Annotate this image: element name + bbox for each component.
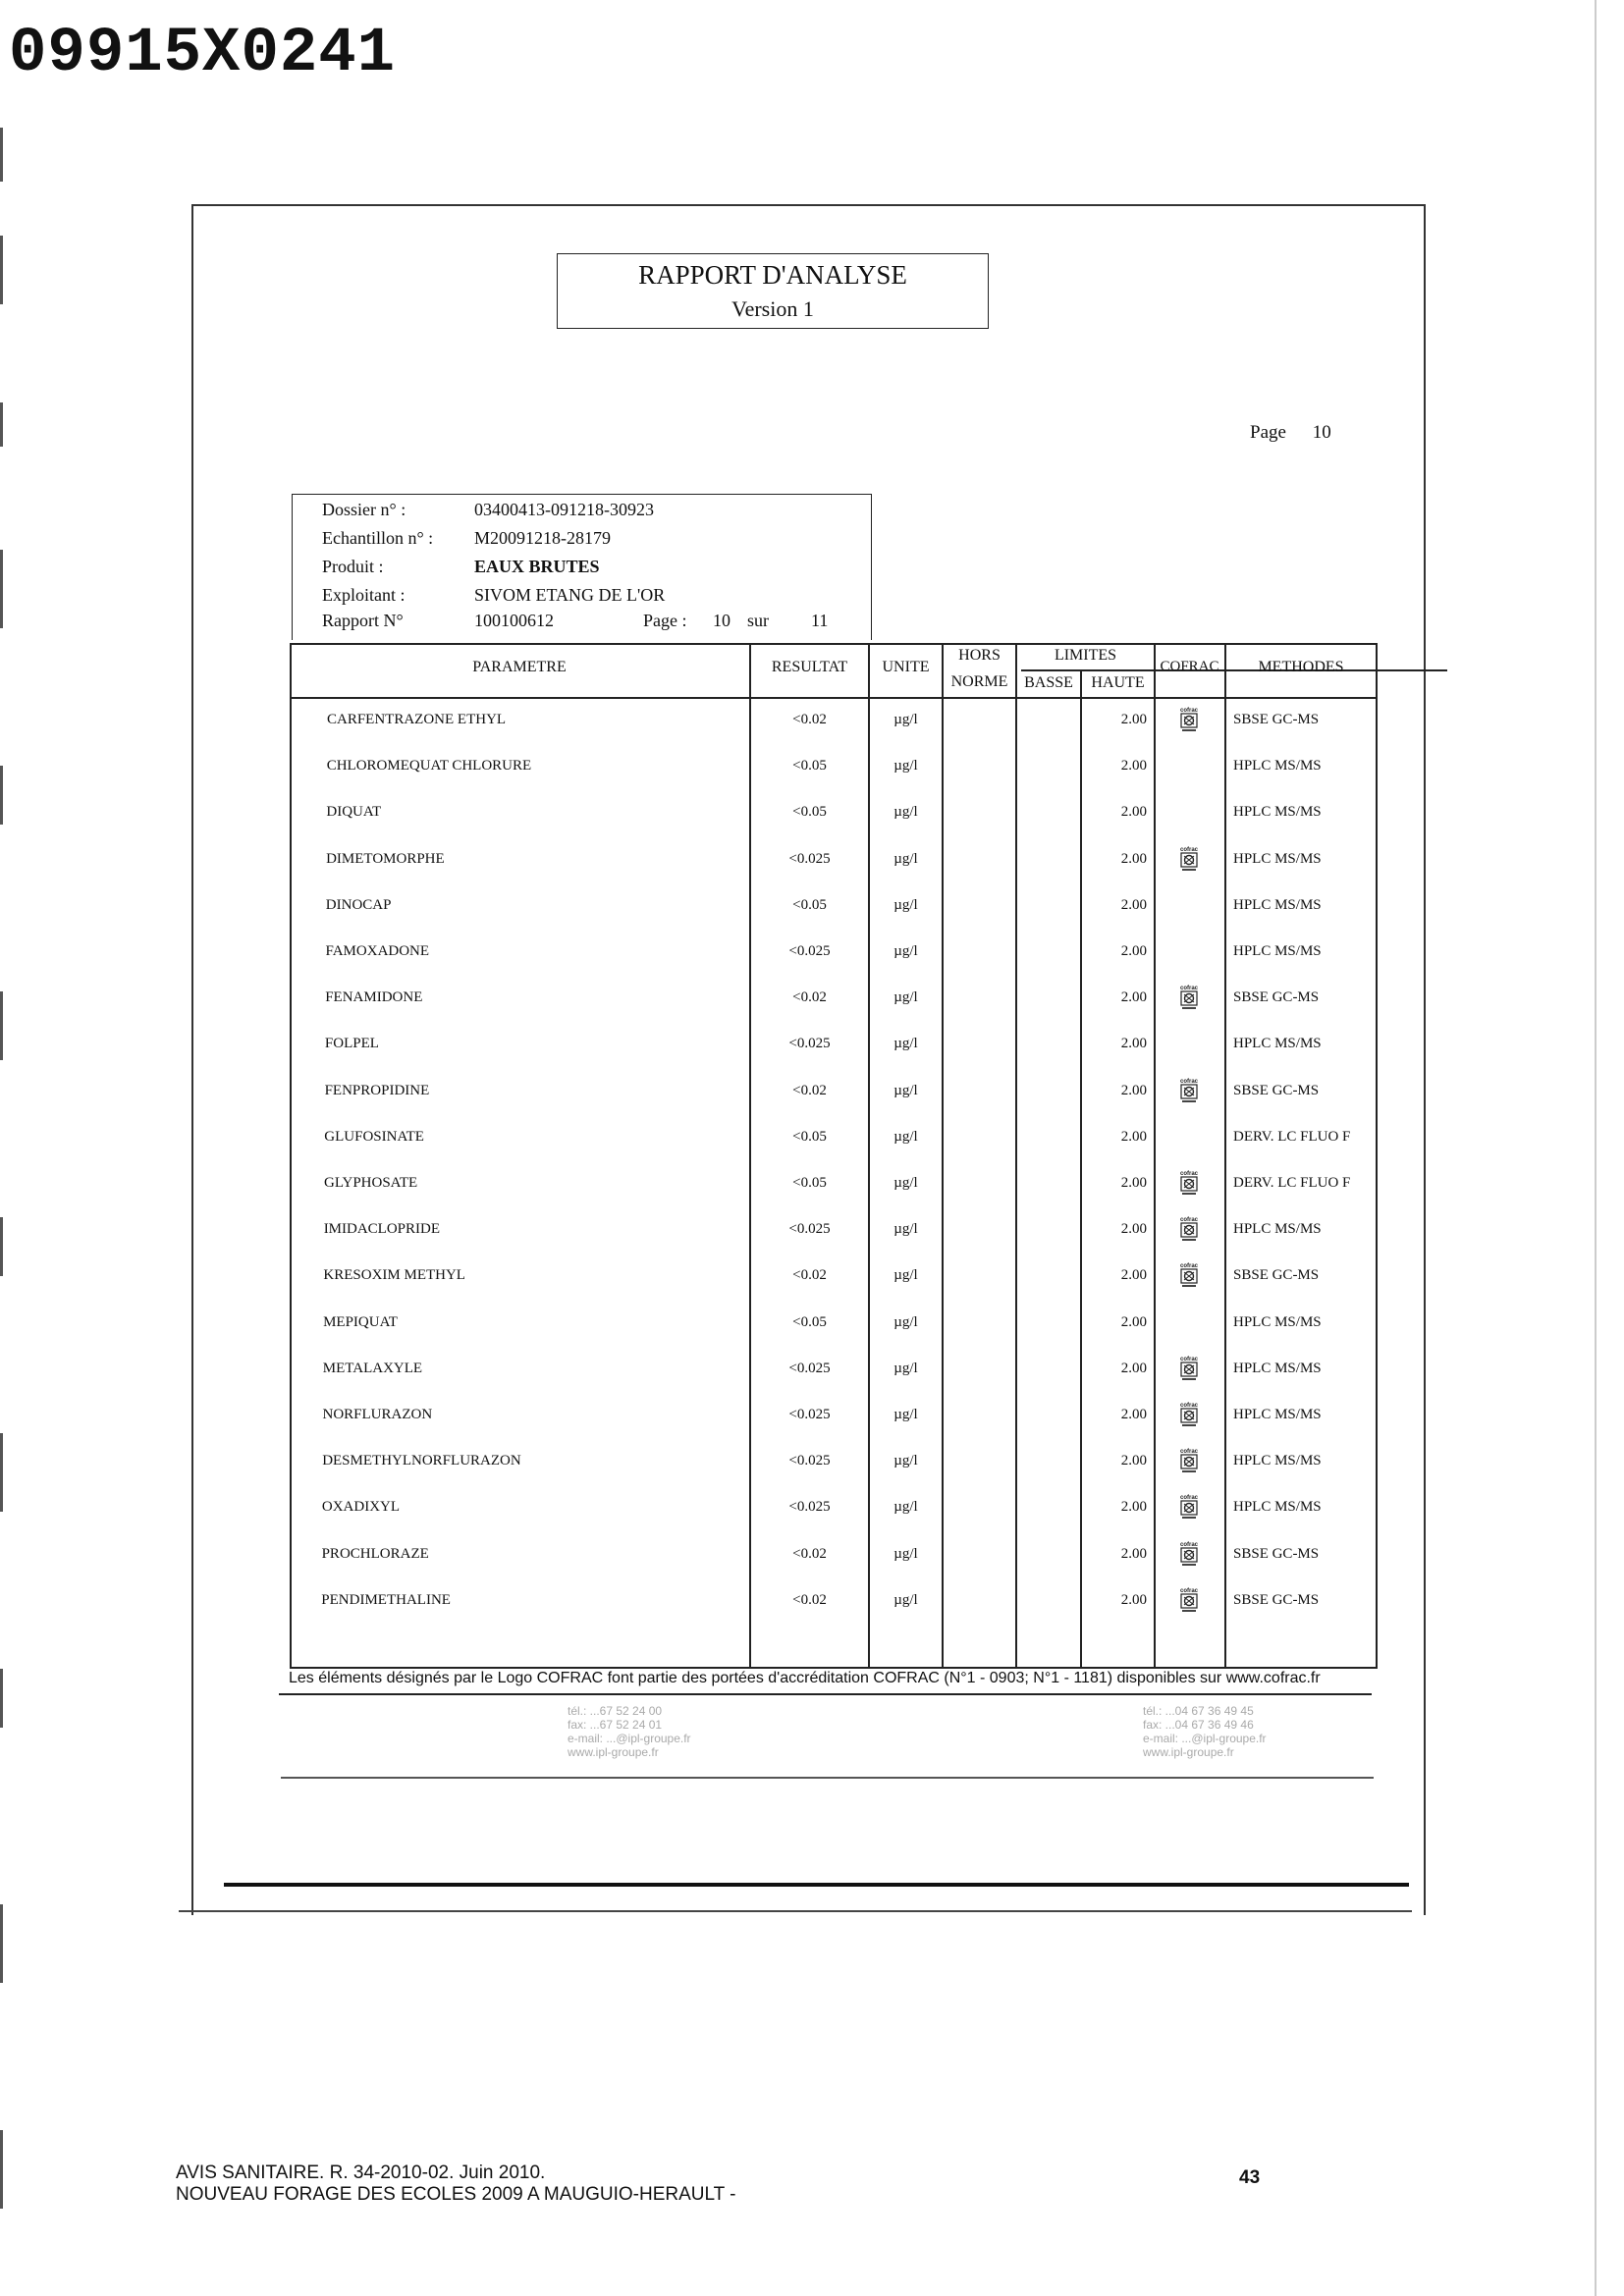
row-haute: 2.00 [1120,1175,1147,1191]
row-resultat: <0.05 [792,804,827,820]
echantillon-label: Echantillon n° : [322,528,434,548]
info-sur-value: 11 [811,611,829,630]
row-haute: 2.00 [1120,1314,1147,1330]
row-resultat: <0.05 [792,897,827,913]
svg-text:cofrac: cofrac [1179,1403,1199,1409]
cofrac-logo-icon [1178,1215,1200,1243]
row-unite: µg/l [893,943,918,959]
echantillon-value: M20091218-28179 [474,528,611,548]
row-resultat: <0.05 [792,1175,827,1191]
row-resultat: <0.025 [788,1361,831,1376]
contact-email: e-mail: ...@ipl-groupe.fr [568,1732,691,1745]
row-unite: µg/l [893,712,918,727]
page-number: 10 [1312,422,1331,443]
contact-block-2 [1143,1704,1267,1759]
row-haute: 2.00 [1120,943,1147,959]
row-haute: 2.00 [1120,804,1147,820]
note-divider [279,1693,1372,1695]
scan-edge-mark [0,1217,3,1276]
svg-text:cofrac: cofrac [1179,847,1199,853]
row-haute: 2.00 [1120,1592,1147,1608]
header-haute: HAUTE [1091,674,1145,691]
row-haute: 2.00 [1120,1546,1147,1562]
info-sur-label: sur [747,611,769,630]
row-unite: µg/l [893,1175,918,1191]
row-methode: DERV. LC FLUO F [1233,1175,1351,1191]
row-unite: µg/l [893,1314,918,1330]
row-methode: HPLC MS/MS [1233,1499,1322,1515]
row-resultat: <0.025 [788,1407,831,1422]
contact-phone: tél.: ...67 52 24 00 [568,1704,663,1718]
row-methode: HPLC MS/MS [1233,1407,1322,1422]
row-unite: µg/l [893,1592,918,1608]
row-resultat: <0.05 [792,1314,827,1330]
row-unite: µg/l [893,1083,918,1098]
info-page-label: Page : [643,611,687,630]
row-unite: µg/l [893,1546,918,1562]
col-border [1015,643,1017,1668]
title-box [557,253,989,329]
row-methode: SBSE GC-MS [1233,1267,1320,1283]
row-methode: HPLC MS/MS [1233,1036,1322,1051]
row-parametre: DINOCAP [325,897,392,913]
row-methode: SBSE GC-MS [1233,1546,1320,1562]
row-resultat: <0.025 [788,1499,831,1515]
row-resultat: <0.025 [788,1453,831,1468]
cofrac-logo-icon [1178,984,1200,1011]
header-basse: BASSE [1024,674,1073,691]
row-haute: 2.00 [1120,1221,1147,1237]
footer-page-number: 43 [1239,2167,1261,2188]
produit-value: EAUX BRUTES [474,557,600,576]
cofrac-logo-icon [1178,1261,1200,1289]
col-border [942,643,944,1668]
row-methode: HPLC MS/MS [1233,943,1322,959]
col-border [1376,643,1378,1668]
contact-email: e-mail: ...@ipl-groupe.fr [1143,1732,1267,1745]
header-parametre: PARAMETRE [472,659,567,675]
cofrac-accreditation-note: Les éléments désignés par le Logo COFRAC font partie des portées d'accréditation COFRAC (N°1 - 0903; N°1 - 1181) disponibles sur www.cofrac.fr [289,1670,1321,1686]
row-parametre: NORFLURAZON [322,1407,433,1422]
header-resultat: RESULTAT [771,659,848,675]
cofrac-logo-icon [1178,1540,1200,1568]
row-resultat: <0.02 [792,1546,827,1562]
row-resultat: <0.02 [792,712,827,727]
scan-edge-mark [0,402,3,447]
row-methode: HPLC MS/MS [1233,758,1322,774]
dossier-value: 03400413-091218-30923 [474,500,654,519]
row-parametre: DIMETOMORPHE [326,851,445,867]
cofrac-logo-icon [1178,1401,1200,1428]
row-methode: HPLC MS/MS [1233,1453,1322,1468]
contact-website: www.ipl-groupe.fr [1143,1745,1234,1759]
scan-edge-mark [0,550,3,628]
frame-bottom-line [179,1910,1412,1912]
svg-text:cofrac: cofrac [1179,1217,1199,1223]
row-parametre: FAMOXADONE [325,943,430,959]
cofrac-logo-icon [1178,1077,1200,1104]
contact-block-1 [568,1704,691,1759]
row-haute: 2.00 [1120,989,1147,1005]
row-methode: HPLC MS/MS [1233,1221,1322,1237]
row-parametre: FENPROPIDINE [324,1083,430,1098]
row-parametre: FENAMIDONE [325,989,423,1005]
cofrac-logo-icon [1178,1447,1200,1474]
cofrac-logo-icon [1178,706,1200,733]
page-label: Page [1250,422,1286,443]
row-haute: 2.00 [1120,1129,1147,1145]
scan-edge-mark [0,766,3,825]
scan-edge-mark [0,1904,3,1983]
produit-label: Produit : [322,557,384,576]
row-parametre: CARFENTRAZONE ETHYL [327,712,507,727]
row-parametre: OXADIXYL [321,1499,401,1515]
row-unite: µg/l [893,804,918,820]
row-parametre: GLUFOSINATE [324,1129,424,1145]
row-parametre: IMIDACLOPRIDE [323,1221,441,1237]
row-parametre: DIQUAT [326,804,382,820]
row-resultat: <0.02 [792,989,827,1005]
row-parametre: MEPIQUAT [323,1314,398,1330]
svg-text:cofrac: cofrac [1179,1495,1199,1501]
footer-line-1: AVIS SANITAIRE. R. 34-2010-02. Juin 2010. [176,2163,546,2183]
page-indicator [1250,422,1331,444]
row-haute: 2.00 [1120,712,1147,727]
row-resultat: <0.05 [792,758,827,774]
exploitant-value: SIVOM ETANG DE L'OR [474,585,666,605]
header-norme: NORME [950,673,1008,690]
row-haute: 2.00 [1120,1267,1147,1283]
row-parametre: FOLPEL [324,1036,379,1051]
row-methode: SBSE GC-MS [1233,712,1320,727]
row-haute: 2.00 [1120,1083,1147,1098]
row-parametre: GLYPHOSATE [324,1175,418,1191]
table-top-border [290,643,1378,645]
svg-text:cofrac: cofrac [1179,708,1199,714]
cofrac-logo-icon [1178,845,1200,873]
row-parametre: DESMETHYLNORFLURAZON [322,1453,521,1468]
report-title: RAPPORT D'ANALYSE [638,260,907,290]
row-parametre: METALAXYLE [322,1361,423,1376]
header-unite: UNITE [882,659,930,675]
document-code: 09915X0241 [9,19,397,89]
table-header-bottom [290,697,1378,699]
row-resultat: <0.02 [792,1083,827,1098]
row-haute: 2.00 [1120,1499,1147,1515]
info-page-value: 10 [713,611,731,630]
svg-text:cofrac: cofrac [1179,1542,1199,1548]
row-unite: µg/l [893,1267,918,1283]
row-resultat: <0.02 [792,1592,827,1608]
row-haute: 2.00 [1120,1453,1147,1468]
table-bottom-border [290,1667,1378,1669]
header-limites: LIMITES [1054,647,1117,664]
svg-text:cofrac: cofrac [1179,986,1199,991]
row-unite: µg/l [893,1221,918,1237]
row-methode: HPLC MS/MS [1233,851,1322,867]
exploitant-label: Exploitant : [322,585,406,605]
svg-text:cofrac: cofrac [1179,1357,1199,1362]
row-haute: 2.00 [1120,758,1147,774]
svg-text:cofrac: cofrac [1179,1171,1199,1177]
scan-edge-mark [0,991,3,1060]
row-resultat: <0.025 [788,1036,831,1051]
col-border [290,643,292,1668]
row-resultat: <0.025 [788,851,831,867]
row-resultat: <0.025 [788,1221,831,1237]
results-table [290,643,1378,1670]
row-parametre: PENDIMETHALINE [321,1592,451,1608]
header-methodes: METHODES [1258,659,1344,675]
scan-right-edge [1595,0,1597,2296]
svg-text:cofrac: cofrac [1179,1449,1199,1455]
row-unite: µg/l [893,1453,918,1468]
col-border [1154,643,1156,1668]
row-unite: µg/l [893,1407,918,1422]
svg-text:cofrac: cofrac [1179,1588,1199,1594]
rapport-label: Rapport N° [322,611,404,630]
row-unite: µg/l [893,1036,918,1051]
cofrac-logo-icon [1178,1586,1200,1614]
contact-website: www.ipl-groupe.fr [568,1745,659,1759]
row-unite: µg/l [893,989,918,1005]
header-hors: HORS [958,647,1001,664]
row-unite: µg/l [893,1499,918,1515]
report-version: Version 1 [731,296,814,321]
row-haute: 2.00 [1120,1036,1147,1051]
frame-thick-line [224,1883,1409,1887]
contact-divider [281,1777,1374,1779]
scan-edge-mark [0,128,3,182]
row-resultat: <0.02 [792,1267,827,1283]
scan-edge-mark [0,1669,3,1728]
row-methode: HPLC MS/MS [1233,804,1322,820]
row-methode: HPLC MS/MS [1233,897,1322,913]
scan-edge-mark [0,2130,3,2209]
row-haute: 2.00 [1120,897,1147,913]
header-cofrac: COFRAC [1160,659,1219,674]
row-resultat: <0.025 [788,943,831,959]
row-methode: DERV. LC FLUO F [1233,1129,1351,1145]
cofrac-logo-icon [1178,1355,1200,1382]
row-methode: SBSE GC-MS [1233,1083,1320,1098]
scan-edge-mark [0,1433,3,1512]
row-unite: µg/l [893,1129,918,1145]
row-unite: µg/l [893,758,918,774]
rapport-value: 100100612 [474,611,554,630]
footer-caption [176,2163,736,2206]
svg-text:cofrac: cofrac [1179,1263,1199,1269]
row-methode: HPLC MS/MS [1233,1361,1322,1376]
contact-phone: tél.: ...04 67 36 49 45 [1143,1704,1254,1718]
row-parametre: KRESOXIM METHYL [323,1267,465,1283]
row-resultat: <0.05 [792,1129,827,1145]
row-parametre: PROCHLORAZE [321,1546,429,1562]
row-methode: HPLC MS/MS [1233,1314,1322,1330]
contact-fax: fax: ...04 67 36 49 46 [1143,1718,1254,1732]
cofrac-logo-icon [1178,1493,1200,1521]
row-haute: 2.00 [1120,1361,1147,1376]
row-unite: µg/l [893,1361,918,1376]
footer-line-2: NOUVEAU FORAGE DES ECOLES 2009 A MAUGUIO-HERAULT - [176,2184,736,2205]
row-parametre: CHLOROMEQUAT CHLORURE [326,758,532,774]
row-unite: µg/l [893,851,918,867]
row-haute: 2.00 [1120,851,1147,867]
row-methode: SBSE GC-MS [1233,989,1320,1005]
row-unite: µg/l [893,897,918,913]
dossier-label: Dossier n° : [322,500,406,519]
row-haute: 2.00 [1120,1407,1147,1422]
cofrac-logo-icon [1178,1169,1200,1197]
sample-info-box [292,494,872,640]
scan-edge-mark [0,236,3,304]
row-methode: SBSE GC-MS [1233,1592,1320,1608]
col-border [1224,643,1226,1668]
contact-fax: fax: ...67 52 24 01 [568,1718,663,1732]
svg-text:cofrac: cofrac [1179,1079,1199,1085]
